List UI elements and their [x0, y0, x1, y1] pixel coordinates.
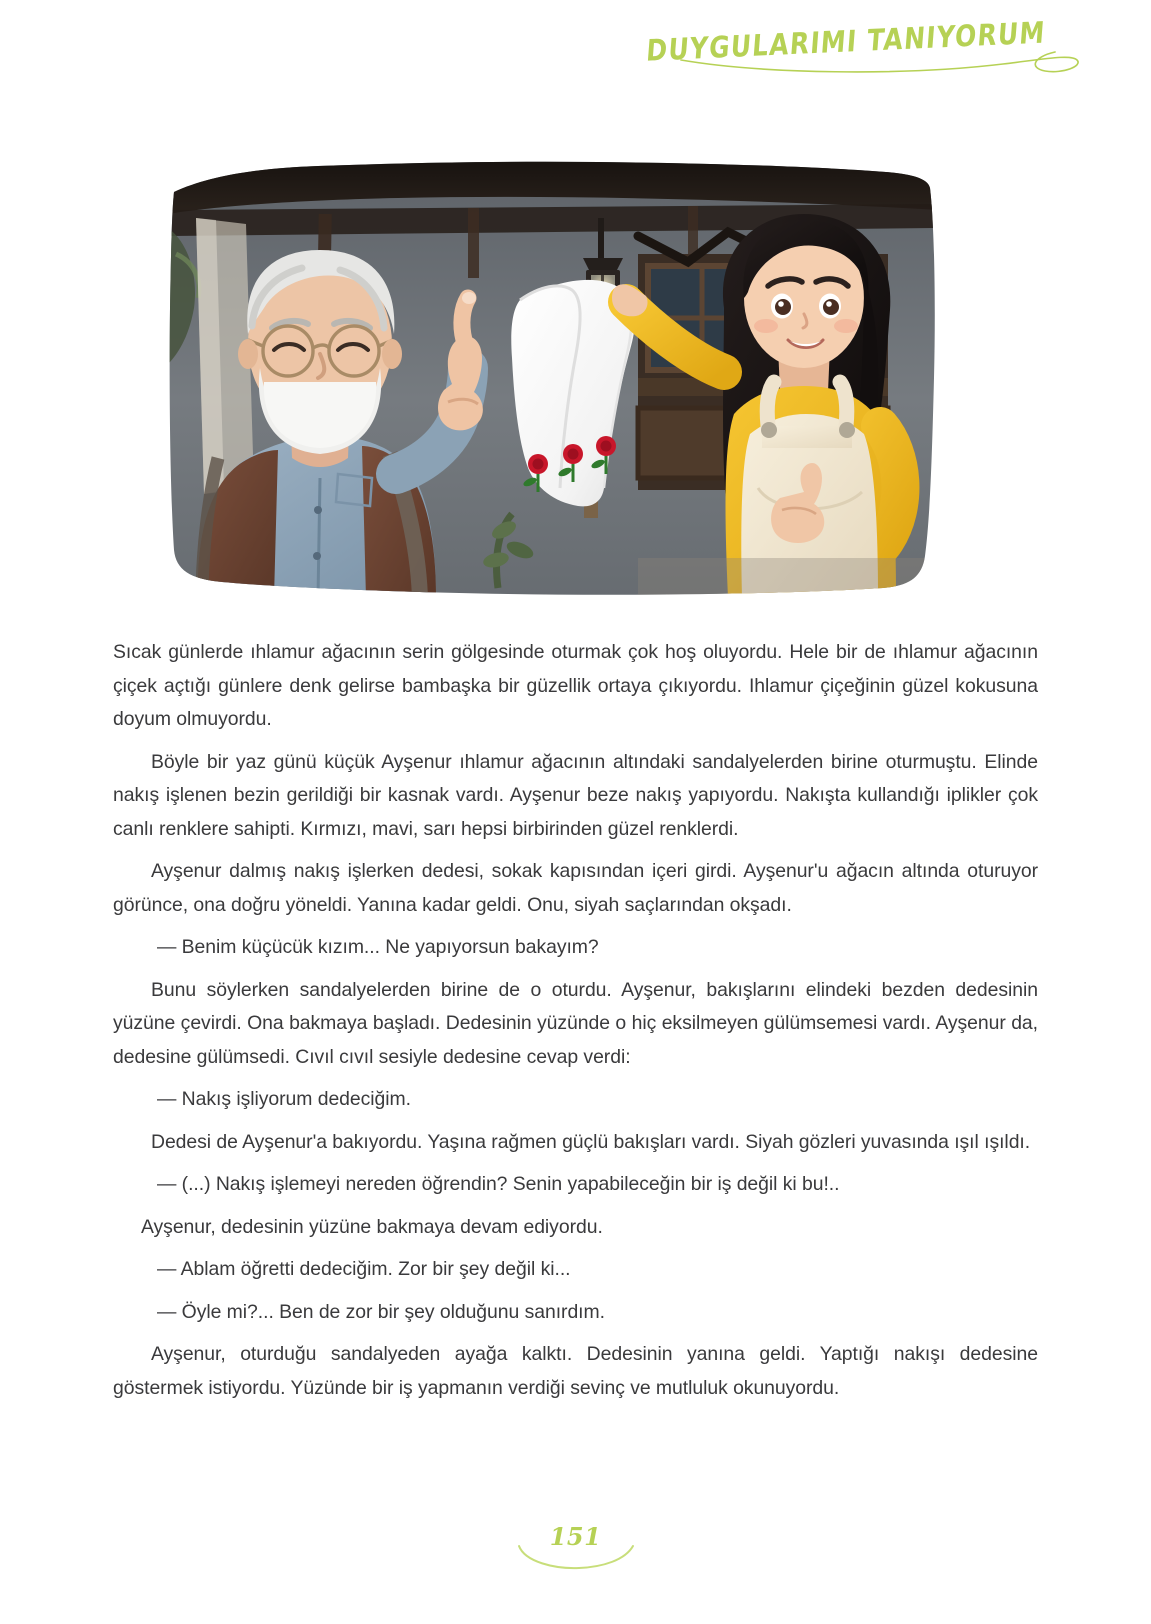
- paragraph: Ayşenur, dedesinin yüzüne bakmaya devam ediyordu.: [141, 1215, 603, 1238]
- dialogue-line: — Nakış işliyorum dedeciğim.: [157, 1088, 411, 1110]
- page-header: [644, 14, 1103, 78]
- illustration-figure: [168, 158, 938, 598]
- paragraph: Ayşenur dalmış nakış işlerken dedesi, sokak kapısından içeri girdi. Ayşenur'u ağacın altında oturuyor görünce, ona doğru yöneldi. Yanına kadar geldi. Onu, siyah saçlarından okşadı.: [113, 860, 1038, 916]
- dialogue-line: — Öyle mi?... Ben de zor bir şey olduğunu sanırdım.: [157, 1300, 605, 1323]
- dialogue-line: — Ablam öğretti dedeciğim. Zor bir şey değil ki...: [157, 1258, 571, 1280]
- illustration-canvas: [168, 158, 938, 598]
- page-footer: [0, 1516, 1151, 1572]
- grandfather-and-girl-illustration: [168, 158, 938, 598]
- paragraph: Ayşenur, oturduğu sandalyeden ayağa kalktı. Dedesinin yanına geldi. Yaptığı nakışı dedesine göstermek istiyordu. Yüzünde bir iş yapmanın verdiği sevinç ve mutluluk okunuyordu.: [113, 1343, 1038, 1399]
- paragraph: Bunu söylerken sandalyelerden birine de o oturdu. Ayşenur, bakışlarını elindeki bezden dedesinin yüzüne çevirdi. Ona bakmaya başladı. Dedesinin yüzünde o hiç eksilmeyen gülümsemesi vardı. Ayşenur da, dedesine gülümsedi. Cıvıl cıvıl sesiyle dedesine cevap verdi:: [113, 978, 1038, 1068]
- page-number: 151: [549, 1522, 602, 1551]
- page-title: DUYGULARIMI TANIYORUM: [644, 15, 1047, 68]
- paragraph: Sıcak günlerde ıhlamur ağacının serin gölgesinde oturmak çok hoş oluyordu. Hele bir de ıhlamur ağacının çiçek açtığı günlere denk gelirse bambaşka bir güzellik ortaya çıkıyordu. Ihlamur çiçeğinin güzel kokusuna doyum olmuyordu.: [113, 641, 1038, 730]
- paragraph: Böyle bir yaz günü küçük Ayşenur ıhlamur ağacının altındaki sandalyelerden birine oturmuştu. Elinde nakış işlenen bezin gerildiği bir kasnak vardı. Ayşenur beze nakış yapıyordu. Nakışta kullandığı iplikler çok canlı renklere sahipti. Kırmızı, mavi, sarı hepsi birbirinden güzel renklerdi.: [113, 750, 1038, 840]
- paragraph: Dedesi de Ayşenur'a bakıyordu. Yaşına rağmen güçlü bakışları vardı. Siyah gözleri yuvasında ışıl ışıldı.: [151, 1130, 1031, 1153]
- dialogue-line: — (...) Nakış işlemeyi nereden öğrendin? Senin yapabileceğin bir iş değil ki bu!..: [157, 1173, 840, 1195]
- article-body: [113, 636, 1038, 1414]
- dialogue-line: — Benim küçücük kızım... Ne yapıyorsun bakayım?: [157, 936, 599, 958]
